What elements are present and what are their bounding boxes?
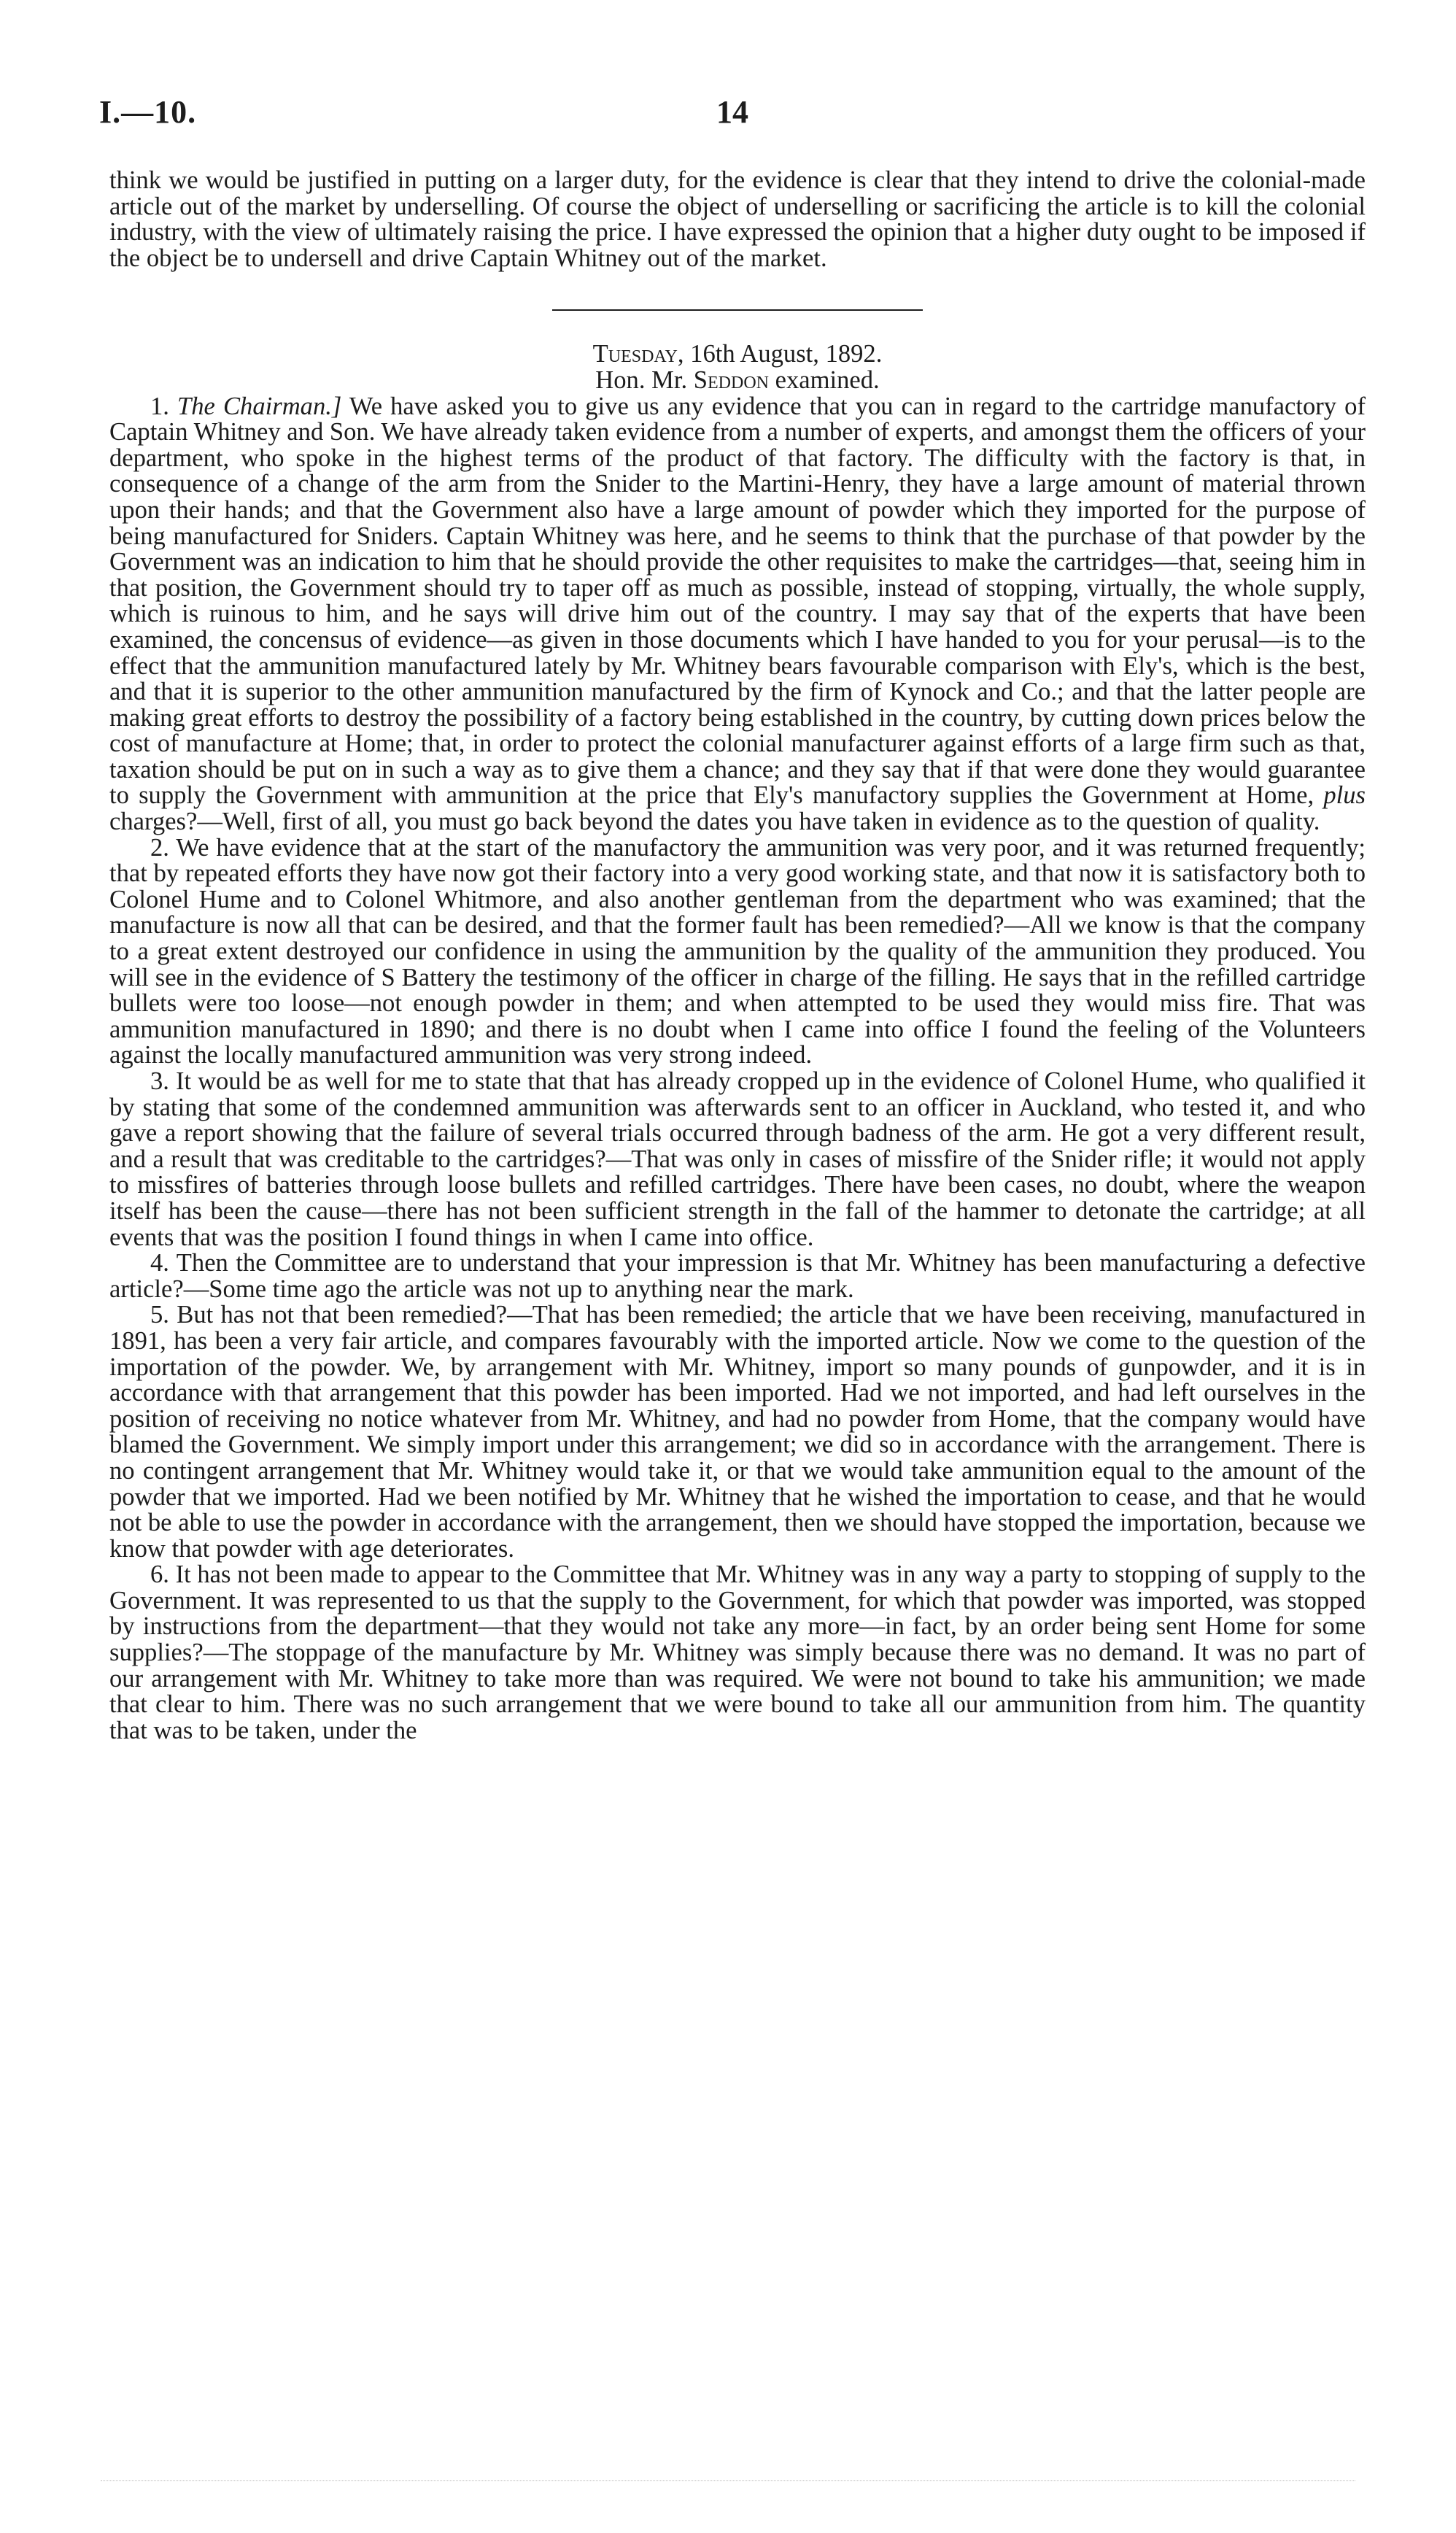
paragraph-number: 1.	[150, 392, 169, 420]
paragraph-5	[109, 1302, 1366, 1562]
witness-heading	[109, 368, 1366, 394]
paragraph-text: It would be as well for me to state that that has already cropped up in the evidence of Colonel Hume, who qualified it by stating that some of the condemned ammunition was afterwards sent to an officer in Auckland, who tested it, and who gave a report showing that the failure of several trials occurred through badness of the arm. He got a very different result, and a result that was creditable to the cartridges?—That was only in cases of missfire of the Snider rifle; it would not apply to missfires of batteries through loose bullets and refilled cartridges. There have been cases, no doubt, where the weapon itself has been the cause—there has not been sufficient strength in the fall of the hammer to detonate the cartridge; at all events that was the position I found things in when I came into office.	[109, 1067, 1366, 1251]
paragraph-number: 3.	[150, 1067, 169, 1095]
paper-reference: I.—10.	[99, 94, 197, 130]
date-rest: , 16th August, 1892.	[677, 340, 883, 368]
paragraph-2	[109, 835, 1366, 1069]
page-number: 14	[716, 94, 748, 130]
paragraph-6	[109, 1562, 1366, 1744]
speaker-label: The Chairman.]	[177, 392, 342, 420]
paragraph-number: 2.	[150, 833, 169, 862]
witness-name: Seddon	[693, 366, 769, 394]
italic-word: plus	[1323, 781, 1366, 810]
section-date	[109, 341, 1366, 368]
paragraph-text: We have asked you to give us any evidence that you can in regard to the cartridge manufactory of Captain Whitney and Son. We have already taken evidence from a number of experts, and amongst them the officers of your department, who spoke in the highest terms of the product of that factory. The difficulty with the factory is that, in consequence of a change of the arm from the Snider to the Martini-Henry, they have a large amount of material thrown upon their hands; and that the Government also have a large amount of powder which they imported for the purpose of being manufactured for Sniders. Captain Whitney was here, and he seems to think that the purchase of that powder by the Government was an indication to him that he should provide the other requisites to make the cartridges—that, seeing him in that position, the Government should try to taper off as much as possible, instead of stopping, virtually, the whole supply, which is ruinous to him, and he says will drive him out of the country. I may say that of the experts that have been examined, the concensus of evidence—as given in those documents which I have handed to you for your perusal—is to the effect that the ammunition manufactured lately by Mr. Whitney bears favourable comparison with Ely's, which is the best, and that it is superior to the other ammunition manufactured by the firm of Kynock and Co.; and that the latter people are making great efforts to destroy the possibility of a factory being established in the country, by cutting down prices below the cost of manufacture at Home; that, in order to protect the colonial manufacturer against efforts of a large firm such as that, taxation should be put on in such a way as to give them a chance; and they say that if that were done they would guarantee to supply the Government with ammunition at the price that Ely's manufactory supplies the Government at Home,	[109, 392, 1366, 810]
witness-prefix: Hon. Mr.	[595, 366, 694, 394]
paragraph-text: We have evidence that at the start of the manufactory the ammunition was very poor, and it was returned frequently; that by repeated efforts they have now got their factory into a very good working state, and that now it is satisfactory both to Colonel Hume and to Colonel Whitmore, and also another gentleman from the department who was examined; that the manufacture is now all that can be desired, and that the former fault has been remedied?—All we know is that the company to a great extent destroyed our confidence in using the ammunition by the quality of the ammunition they produced. You will see in the evidence of S Battery the testimony of the officer in charge of the filling. He says that in the refilled cartridge bullets were too loose—not enough powder in them; and when attempted to be used they would miss fire. That was ammunition manufactured in 1890; and there is no doubt when I came into office I found the feeling of the Volunteers against the locally manufactured ammunition was very strong indeed.	[109, 833, 1366, 1070]
document-body	[109, 168, 1366, 1744]
witness-suffix: examined.	[769, 366, 880, 394]
paragraph-number: 4.	[150, 1249, 169, 1277]
paragraph-number: 6.	[150, 1561, 169, 1589]
scan-artifact-line	[101, 2480, 1355, 2481]
date-weekday: Tuesday	[592, 340, 678, 368]
paragraph-number: 5.	[150, 1301, 169, 1329]
intro-paragraph: think we would be justified in putting on a larger duty, for the evidence is clear that they intend to drive the colonial-made article out of the market by underselling. Of course the object of underselling or sacrificing the article is to kill the colonial industry, with the view of ultimately raising the price. I have expressed the opinion that a higher duty ought to be imposed if the object be to undersell and drive Captain Whitney out of the market.	[109, 166, 1366, 272]
paragraph-text-continued: charges?—Well, first of all, you must go back beyond the dates you have taken in evidence as to the question of quality.	[109, 808, 1320, 836]
paragraph-1	[109, 394, 1366, 835]
paragraph-4	[109, 1250, 1366, 1302]
paragraph-text: But has not that been remedied?—That has been remedied; the article that we have been receiving, manufactured in 1891, has been a very fair article, and compares favourably with the imported article. Now we come to the question of the importation of the powder. We, by arrangement with Mr. Whitney, import so many pounds of gunpowder, and it is in accordance with that arrangement that this powder has been imported. Had we not imported, and had left ourselves in the position of receiving no notice whatever from Mr. Whitney, and had no powder from Home, that the company would have blamed the Government. We simply import under this arrangement; we did so in accordance with the arrangement. There is no contingent arrangement that Mr. Whitney would take it, or that we would take ammunition equal to the amount of the powder that we imported. Had we been notified by Mr. Whitney that he wished the importation to cease, and that he would not be able to use the powder in accordance with the arrangement, then we should have stopped the importation, because we know that powder with age deteriorates.	[109, 1301, 1366, 1563]
paragraph-text: Then the Committee are to understand that your impression is that Mr. Whitney has been manufacturing a defective article?—Some time ago the article was not up to anything near the mark.	[109, 1249, 1366, 1303]
paragraph-text: It has not been made to appear to the Committee that Mr. Whitney was in any way a party to stopping of supply to the Government. It was represented to us that the supply to the Government, for which that powder was imported, was stopped by instructions from the department—that they would not take any more—in fact, by an order being sent Home for some supplies?—The stoppage of the manufacture by Mr. Whitney was simply because there was no demand. It was no part of our arrangement with Mr. Whitney to take more than was required. We were not bound to take his ammunition; we made that clear to him. There was no such arrangement that we were bound to take all our ammunition from him. The quantity that was to be taken, under the	[109, 1561, 1366, 1744]
paragraph-3	[109, 1069, 1366, 1250]
section-divider	[552, 309, 923, 311]
running-header	[99, 93, 1366, 134]
